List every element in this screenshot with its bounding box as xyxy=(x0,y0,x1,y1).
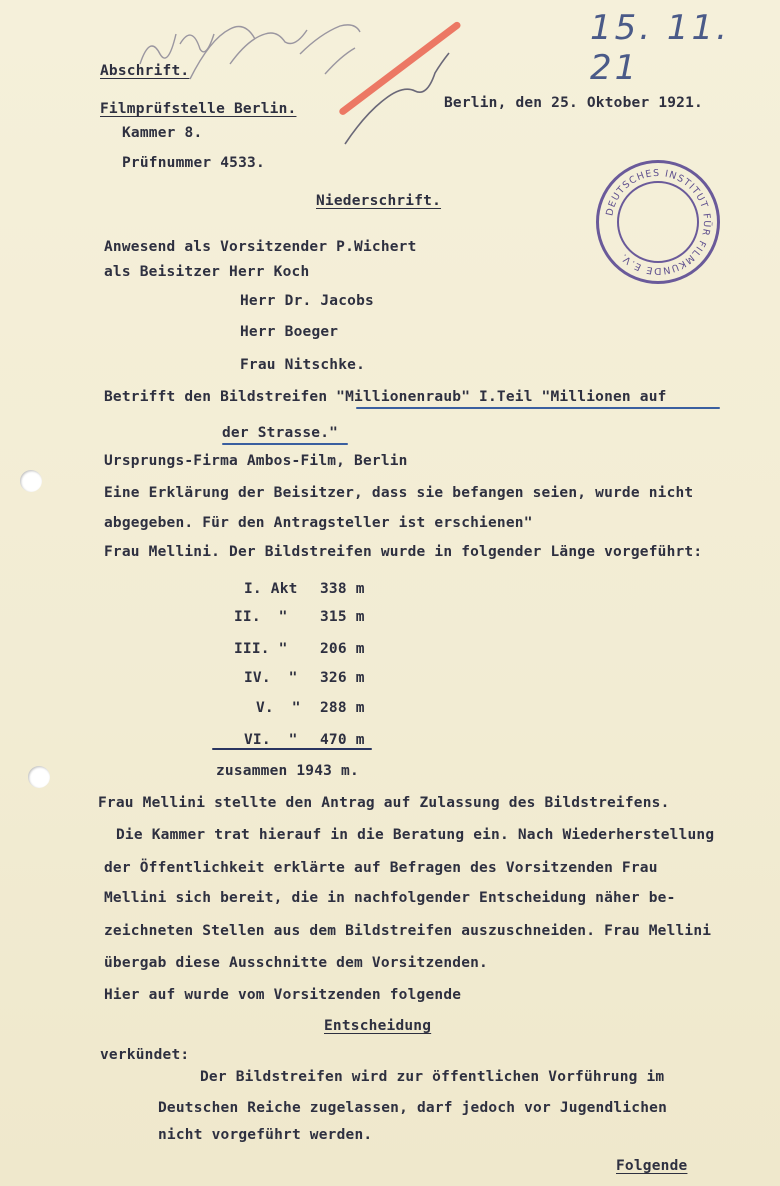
subject-underline-1 xyxy=(356,407,720,409)
stamp-text-ring xyxy=(596,160,720,284)
proceedings-line-2: Die Kammer trat hierauf in die Beratung ein. Nach Wiederherstellung xyxy=(116,827,715,843)
act-label: V. " xyxy=(256,700,301,716)
proceedings-line-5: zeichneten Stellen aus dem Bildstreifen auszuschneiden. Frau Mellini xyxy=(104,923,712,939)
continuation-word: Folgende xyxy=(616,1158,688,1174)
declaration-line-1: Eine Erklärung der Beisitzer, dass sie befangen seien, wurde nicht xyxy=(104,485,694,501)
svg-text:DEUTSCHES INSTITUT FÜR FILMKUN: DEUTSCHES INSTITUT FÜR FILMKUNDE E.V. xyxy=(604,167,713,277)
decision-text-1: Der Bildstreifen wird zur öffentlichen Vorführung im xyxy=(200,1069,665,1085)
handwritten-date: 15. 11. 21 xyxy=(590,8,730,88)
office-name: Filmprüfstelle Berlin. xyxy=(100,101,297,117)
subject-line-1: Betrifft den Bildstreifen "Millionenraub" I.Teil "Millionen auf xyxy=(104,389,667,405)
decision-heading: Entscheidung xyxy=(324,1018,432,1034)
copy-label: Abschrift. xyxy=(100,63,190,79)
declaration-line-3: Frau Mellini. Der Bildstreifen wurde in folgender Länge vorgeführt: xyxy=(104,544,703,560)
institute-stamp xyxy=(596,160,720,284)
declaration-line-2: abgegeben. Für den Antragsteller ist erschienen" xyxy=(104,515,533,531)
exam-number: Prüfnummer 4533. xyxy=(122,155,265,171)
origin-company: Ursprungs-Firma Ambos-Film, Berlin xyxy=(104,453,408,469)
decision-text-2: Deutschen Reiche zugelassen, darf jedoch vor Jugendlichen xyxy=(158,1100,667,1116)
attendance-chair: Anwesend als Vorsitzender P.Wichert xyxy=(104,239,417,255)
act-length: 470 m xyxy=(320,732,365,748)
decision-text-3: nicht vorgeführt werden. xyxy=(158,1127,373,1143)
act-label: VI. " xyxy=(244,732,298,748)
attendance-assessor-1: als Beisitzer Herr Koch xyxy=(104,264,310,280)
attendance-assessor-2: Herr Dr. Jacobs xyxy=(240,293,374,309)
proceedings-line-4: Mellini sich bereit, die in nachfolgender Entscheidung näher be- xyxy=(104,890,676,906)
act-label: III. " xyxy=(234,641,288,657)
place-date: Berlin, den 25. Oktober 1921. xyxy=(444,95,703,111)
act-label: II. " xyxy=(234,609,288,625)
acts-total: zusammen 1943 m. xyxy=(216,763,359,779)
act-length: 288 m xyxy=(320,700,365,716)
proceedings-line-7: Hier auf wurde vom Vorsitzenden folgende xyxy=(104,987,462,1003)
acts-sum-line xyxy=(212,748,372,750)
chamber: Kammer 8. xyxy=(122,125,203,141)
proceedings-line-1: Frau Mellini stellte den Antrag auf Zulassung des Bildstreifens. xyxy=(98,795,670,811)
attendance-assessor-3: Herr Boeger xyxy=(240,324,339,340)
proceedings-line-6: übergab diese Ausschnitte dem Vorsitzenden. xyxy=(104,955,488,971)
subject-line-2: der Strasse." xyxy=(222,425,339,441)
subject-underline-2 xyxy=(222,443,348,445)
act-label: I. Akt xyxy=(244,581,298,597)
act-label: IV. " xyxy=(244,670,298,686)
act-length: 338 m xyxy=(320,581,365,597)
document-title: Niederschrift. xyxy=(316,193,442,209)
proceedings-line-3: der Öffentlichkeit erklärte auf Befragen des Vorsitzenden Frau xyxy=(104,860,658,876)
punch-hole-top xyxy=(20,470,42,492)
decision-announced: verkündet: xyxy=(100,1047,190,1063)
act-length: 315 m xyxy=(320,609,365,625)
act-length: 326 m xyxy=(320,670,365,686)
punch-hole-bottom xyxy=(28,766,50,788)
attendance-assessor-4: Frau Nitschke. xyxy=(240,357,366,373)
act-length: 206 m xyxy=(320,641,365,657)
